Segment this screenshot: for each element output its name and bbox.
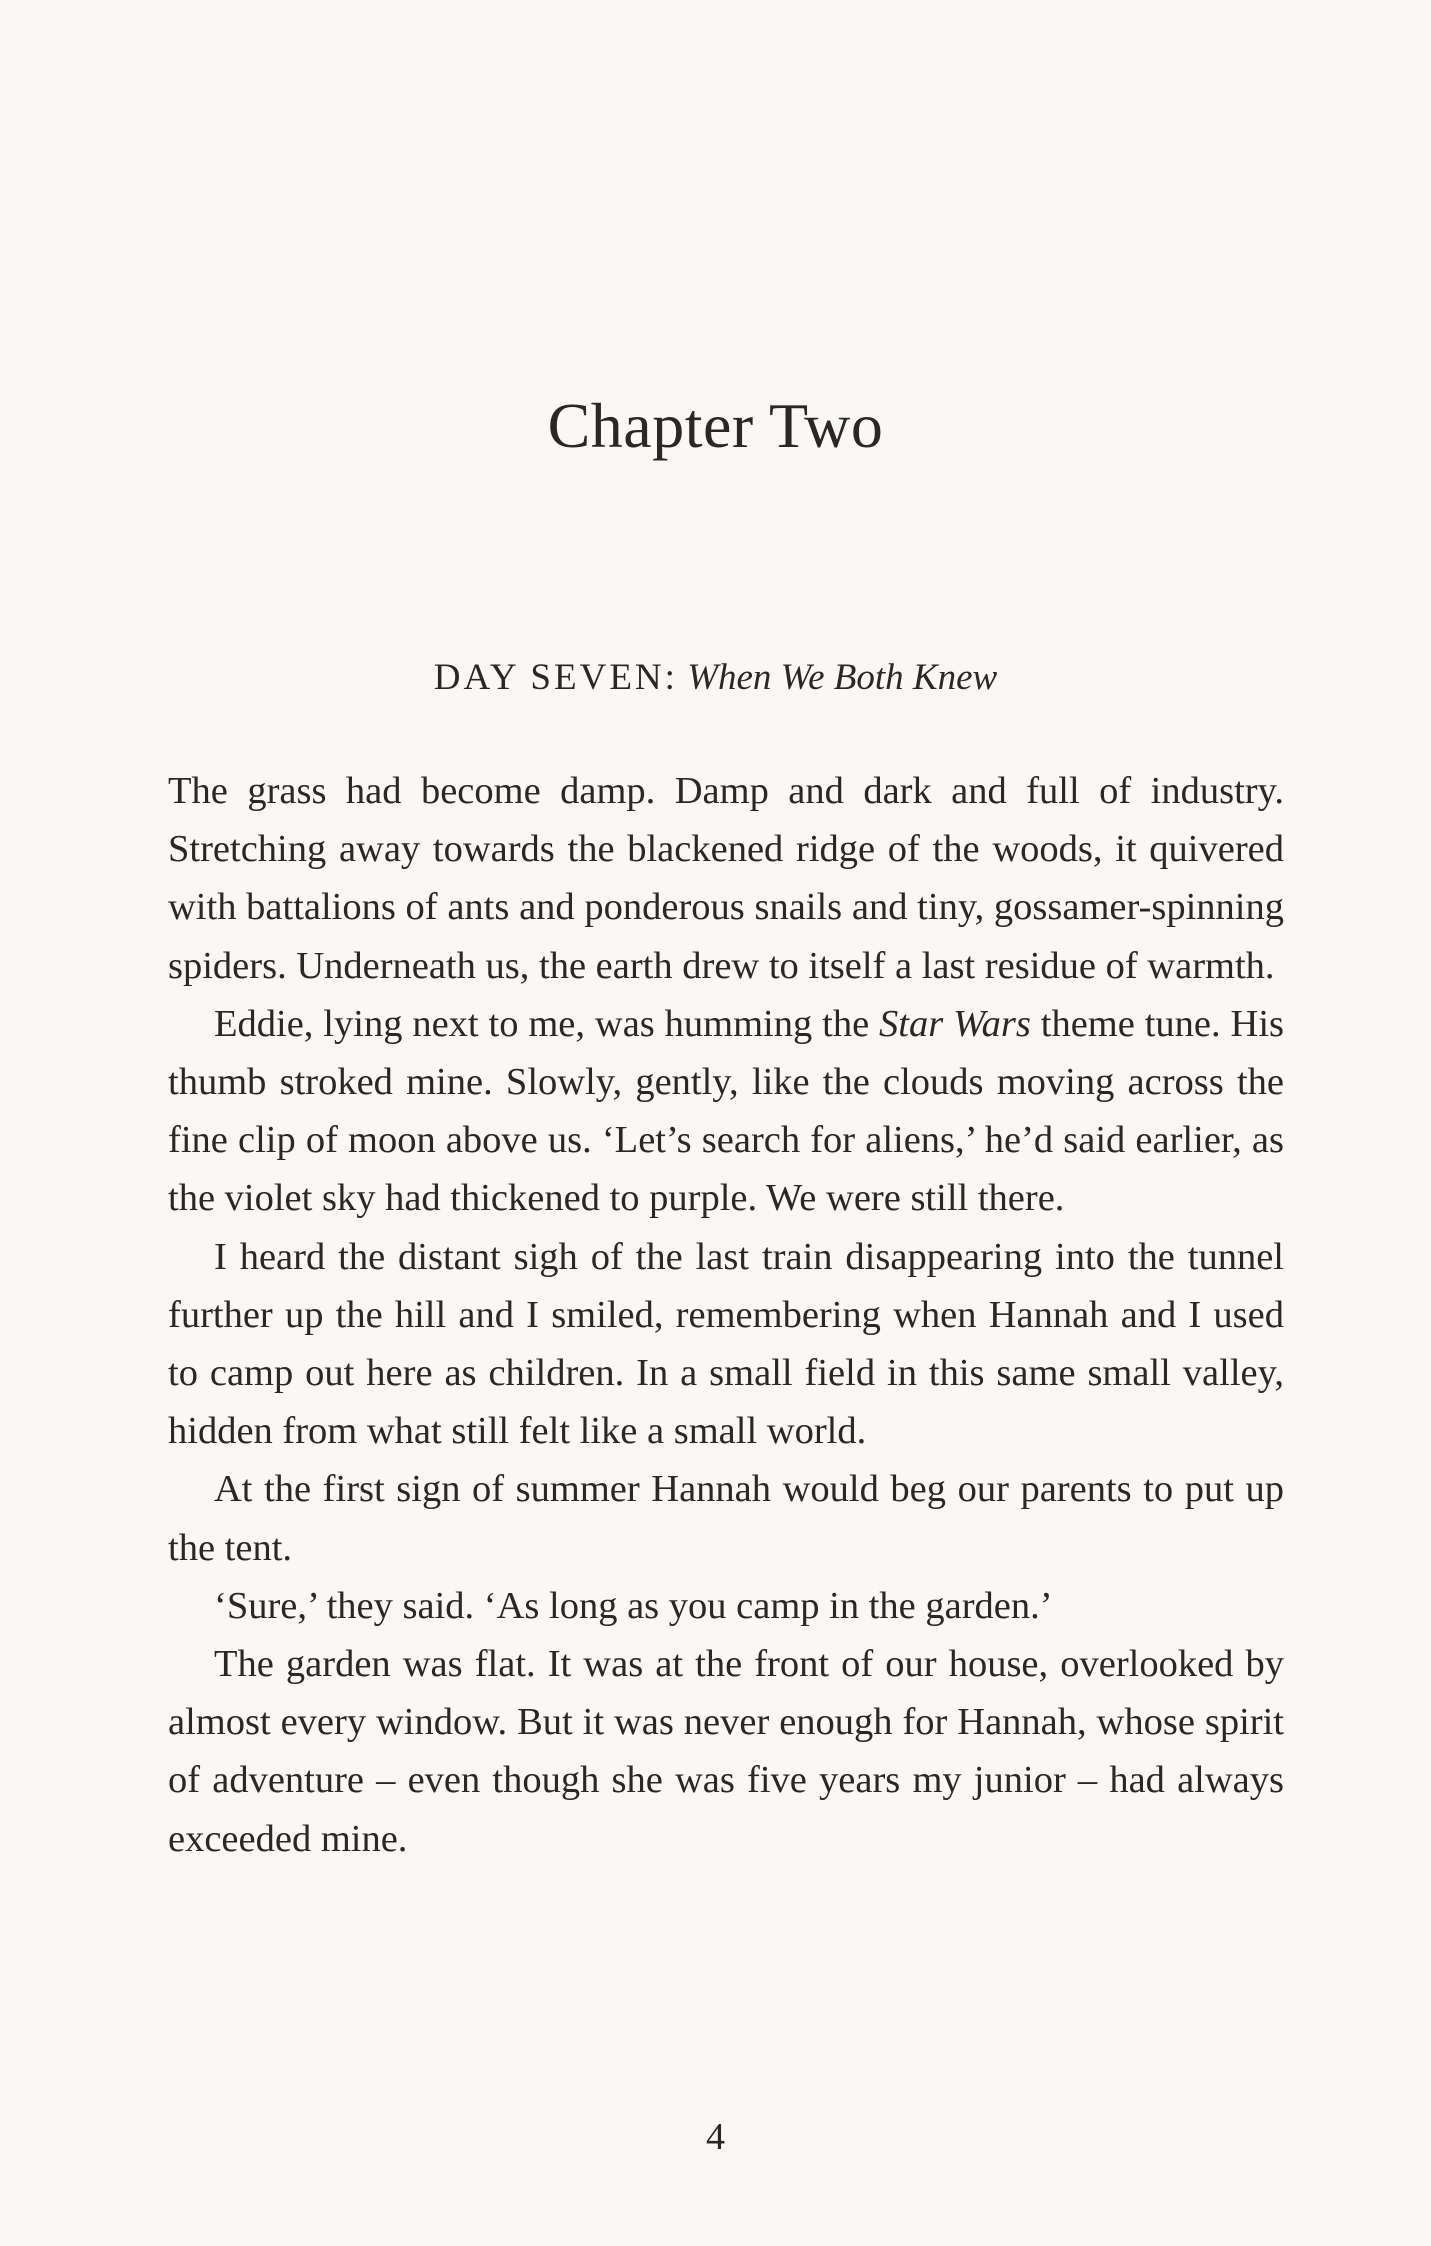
paragraph bbox=[168, 995, 1284, 1228]
paragraph: The grass had become damp. Damp and dark and full of industry. Stretching away towards the blackened ridge of the woods, it quivered with battalions of ants and ponderous snails and tiny, gossamer-spinning spiders. Underneath us, the earth drew to itself a last residue of warmth. bbox=[168, 770, 1284, 987]
paragraph: At the first sign of summer Hannah would beg our parents to put up the tent. bbox=[168, 1468, 1284, 1569]
body-text bbox=[168, 762, 1284, 1868]
paragraph-text: Eddie, lying next to me, was humming the bbox=[214, 1002, 880, 1045]
paragraph: The garden was flat. It was at the front of our house, overlooked by almost every window. But it was never enough for Hannah, whose spirit of adventure – even though she was five years my junior – had always exceeded mine. bbox=[168, 1643, 1284, 1860]
paragraph: ‘Sure,’ they said. ‘As long as you camp in the garden.’ bbox=[214, 1584, 1053, 1627]
paragraph-text: theme tune. His thumb stroked mine. Slowly, gently, like the clouds moving across the fine clip of moon above us. ‘Let’s search for aliens,’ he’d said earlier, as the violet sky had thickened to purple. We were still there. bbox=[168, 1002, 1284, 1220]
paragraph: I heard the distant sigh of the last train disappearing into the tunnel further up the hill and I smiled, remembering when Hannah and I used to camp out here as children. In a small field in this same small valley, hidden from what still felt like a small world. bbox=[168, 1235, 1284, 1453]
italic-title: Star Wars bbox=[879, 1002, 1031, 1045]
day-label: DAY SEVEN: bbox=[433, 657, 678, 698]
chapter-title: Chapter Two bbox=[547, 390, 884, 461]
page-number: 4 bbox=[706, 2116, 725, 2158]
section-heading bbox=[0, 656, 1431, 700]
day-title: When We Both Knew bbox=[687, 657, 998, 698]
